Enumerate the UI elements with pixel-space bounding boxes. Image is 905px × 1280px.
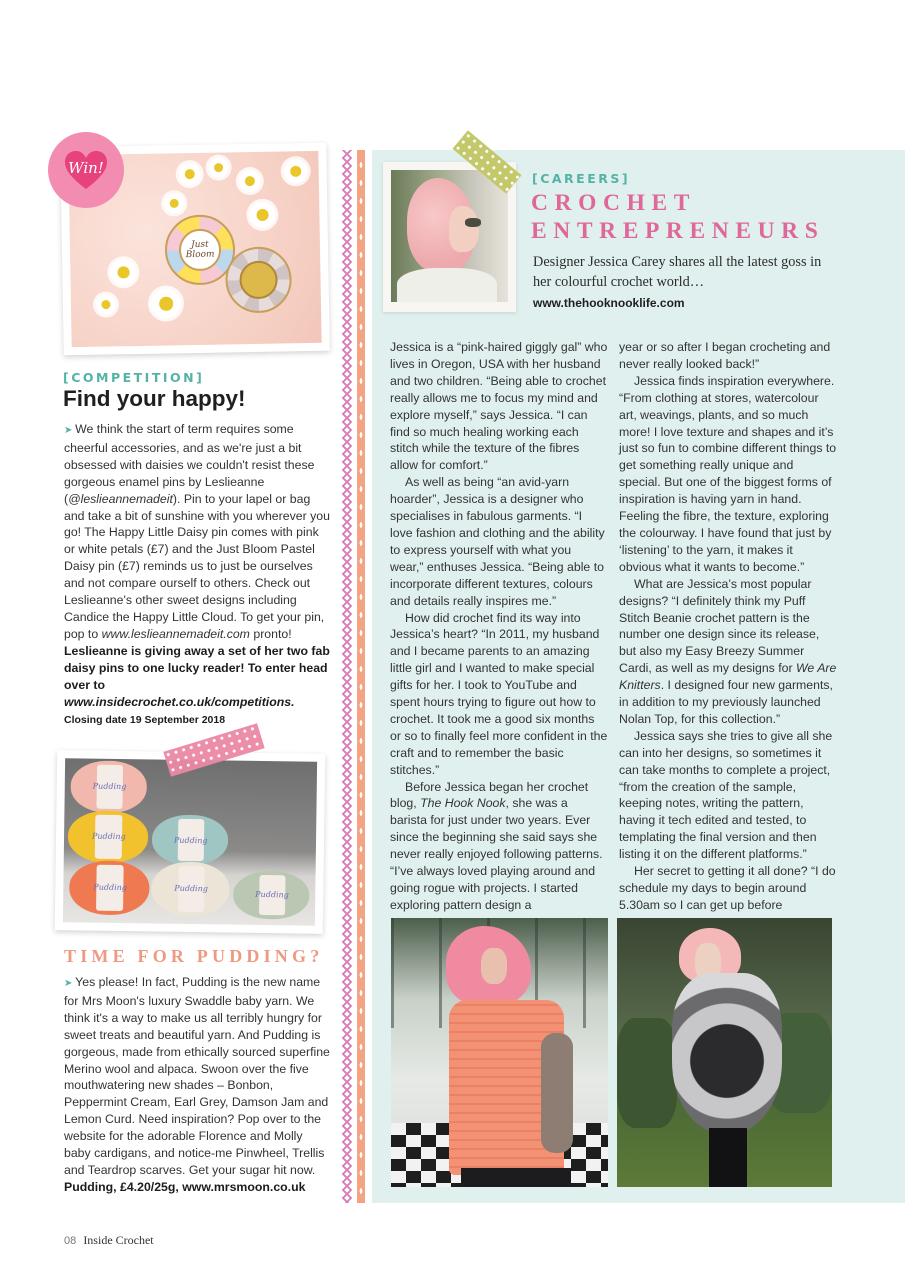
- hedge: [617, 1018, 677, 1128]
- article-column-1: [390, 339, 608, 914]
- article-paragraph: [390, 779, 608, 914]
- yarn-ball-mint: [152, 814, 229, 865]
- article-text: Before Jessica began her crochet blog,: [390, 779, 589, 811]
- face: [481, 948, 507, 984]
- article-paragraph: Her secret to getting it all done? “I do schedule my days to begin around 5.30am so I can get up before: [619, 864, 836, 912]
- article-title: [531, 190, 824, 245]
- blog-name: The Hook Nook: [420, 796, 506, 811]
- article-text: . I designed four new garments, in addition to my previously launched Nolan Top, for this collection.”: [619, 678, 833, 726]
- giveaway-text: Leslieanne is giving away a set of her two fab daisy pins to one lucky reader! To enter head over to: [64, 643, 330, 692]
- magazine-name: Inside Crochet: [83, 1233, 154, 1247]
- article-paragraph: [619, 576, 837, 728]
- black-leggings: [709, 1128, 747, 1187]
- yarn-ball-sage: [233, 871, 310, 920]
- yarn-label: Pudding: [95, 815, 123, 859]
- leslieanne-website-link[interactable]: www.leslieannemadeit.com: [101, 626, 250, 641]
- article-text: , she was a barista for just under two years. Ever since the beginning she said says she never really enjoyed following patterns. “I’ve always loved playing around and going rogue with projects. I started exploring pattern design a: [390, 796, 603, 912]
- competition-title: Find your happy!: [63, 386, 246, 411]
- competition-text: We think the start of term requires some cheerful accessories, and as we're just a bit obsessed with daisies we couldn't resist these gorgeous enamel pins by Leslieanne (: [64, 422, 315, 506]
- yarn-ball-yellow: [68, 810, 149, 863]
- competition-body: [64, 421, 330, 729]
- article-paragraph: How did crochet find its way into Jessica’s heart? “In 2011, my husband and I became parents to an amazing little girl and I wanted to make special gifts for her. I took to YouTube and spent hours trying to figure out how to crochet. It took me a good six months or so to finally feel more confident in the craft and to remember the basic stitches.”: [390, 610, 608, 777]
- yarn-label: Pudding: [178, 819, 204, 861]
- hooknook-website-link[interactable]: www.thehooknooklife.com: [533, 296, 685, 310]
- closing-date: Closing date 19 September 2018: [64, 714, 226, 727]
- happy-daisy-pin-face: [239, 261, 278, 300]
- yarn-label: Pudding: [259, 875, 285, 916]
- page-number: 08: [64, 1235, 77, 1247]
- pudding-yarn-photo: [63, 758, 317, 926]
- article-paragraph: year or so after I began crocheting and never really looked back!”: [619, 340, 831, 371]
- article-column-2: [619, 339, 837, 914]
- leather-trousers: [461, 1168, 571, 1187]
- yarn-ball-cream: [151, 861, 230, 916]
- yarn-label: Pudding: [96, 865, 124, 911]
- diamond-chain-divider: [342, 150, 352, 1203]
- pudding-body: [64, 974, 332, 1196]
- daisy-decoration: [239, 170, 261, 192]
- competition-text: pronto!: [249, 626, 292, 641]
- pudding-price-line: Pudding, £4.20/25g, www.mrsmoon.co.uk: [64, 1179, 306, 1194]
- article-paragraph: Jessica finds inspiration everywhere. “From clothing at stores, watercolour art, weavings, plants, and so much more! I love texture and shapes and it’s just so fun to combine different things to get something really unique and special. But one of the biggest forms of inspiration is having yarn in hand. Feeling the fibre, the texture, exploring the colourway. I have found that just by ‘listening’ to the yarn, it makes it obvious what it wants to become.”: [619, 373, 837, 574]
- daisy-decoration: [208, 157, 228, 177]
- article-title-line2: ENTREPRENEURS: [531, 217, 825, 244]
- page-footer: [64, 1233, 154, 1248]
- daisy-decoration: [96, 294, 116, 314]
- yarn-label: Pudding: [96, 765, 122, 809]
- just-bloom-pin-label: Just Bloom: [179, 229, 222, 272]
- tattooed-arm: [541, 1033, 573, 1153]
- pudding-text: Yes please! In fact, Pudding is the new name for Mrs Moon's luxury Swaddle baby yarn. We think it's a way to make us all terribly hungry for sweet treats and beautiful yarn. And Pudding is gorgeous, made from ethically sourced superfine Merino wool and alpaca. Swoon over the five mouthwatering new shades – Bonbon, Peppermint Cream, Earl Grey, Damson Jam and Lemon Curd. Need inspiration? Pop over to the website for the adorable Florence and Molly baby cardigans, and notice-me Pinwheel, Trellis and Teardrop scarves. Get your sugar hit now.: [64, 975, 330, 1177]
- competition-text: ). Pin to your lapel or bag and take a bit of sunshine with you wherever you go! The Happy Little Daisy pin comes with pink or white petals (£7) and the Just Bloom Pastel Daisy pin (£7) reminds us to just be ourselves and not compare ourself to others. Check out Leslieanne's other sweet designs including Candice the Happy Little Cloud. To get your pin, pop to: [64, 491, 330, 641]
- bullet-arrow-icon: ➤: [64, 425, 76, 436]
- orange-top-photo: [391, 918, 608, 1187]
- chunky-shrug-photo: [617, 918, 832, 1187]
- daisy-decoration: [151, 288, 182, 319]
- orange-dotted-divider: [357, 150, 365, 1203]
- yarn-label: Pudding: [178, 866, 205, 912]
- face: [449, 206, 479, 252]
- yarn-ball-pink: [70, 760, 147, 813]
- grey-chunky-shrug: [672, 973, 782, 1133]
- instagram-handle: @leslieannemadeit: [68, 491, 173, 506]
- win-badge-label: Win!: [68, 159, 104, 177]
- article-title-line1: CROCHET: [531, 190, 697, 216]
- daisy-decoration: [179, 163, 201, 185]
- heart-icon: [63, 149, 109, 191]
- sunglasses: [465, 218, 481, 227]
- article-text: What are Jessica’s most popular designs? “I definitely think my Puff Stitch Beanie crochet pattern is the number one design since its release, but also my Easy Breezy Summer Cardi, as well as my designs for: [619, 576, 820, 676]
- careers-kicker: [CAREERS]: [532, 171, 631, 186]
- happy-daisy-pin: [225, 246, 292, 313]
- brand-name: We Are Knitters: [619, 661, 837, 693]
- article-paragraph: As well as being “an avid-yarn hoarder”, Jessica is a designer who specialises in fabulous garments. “I love fashion and clothing and the ability to express yourself with what you wear,” enthuses Jessica. “Being able to incorporate different textures, colours and details really inspires me.”: [390, 475, 605, 608]
- white-sweater: [397, 268, 497, 302]
- article-standfirst: Designer Jessica Carey shares all the latest goss in her colourful crochet world…: [533, 254, 822, 290]
- bullet-arrow-icon: ➤: [64, 978, 76, 989]
- competition-entry-link[interactable]: www.insidecrochet.co.uk/competitions.: [64, 694, 295, 709]
- article-paragraph: Jessica says she tries to give all she can into her designs, so sometimes it can take months to complete a project, “from the creation of the sample, keeping notes, writing the pattern, having it tech edited and tested, to templating the final version and then listing it on the different platforms.”: [619, 728, 833, 862]
- yarn-ball-orange: [69, 860, 150, 915]
- pudding-yarn-photo-frame: [55, 750, 325, 934]
- daisy-decoration: [110, 259, 136, 285]
- article-paragraph: Jessica is a “pink-haired giggly gal” who lives in Oregon, USA with her husband and two children. “Being able to crochet really allows me to focus my mind and explore myself,” says Jessica. “I can find so much healing working each stitch while the texture of the fibres allow for comfort.”: [390, 340, 608, 473]
- competition-kicker: [COMPETITION]: [63, 370, 205, 385]
- daisy-decoration: [249, 202, 275, 228]
- pudding-title: TIME FOR PUDDING?: [64, 946, 324, 966]
- daisy-decoration: [283, 159, 307, 183]
- win-badge: [48, 132, 124, 208]
- daisy-decoration: [164, 193, 184, 213]
- jessica-portrait-photo: [391, 170, 508, 302]
